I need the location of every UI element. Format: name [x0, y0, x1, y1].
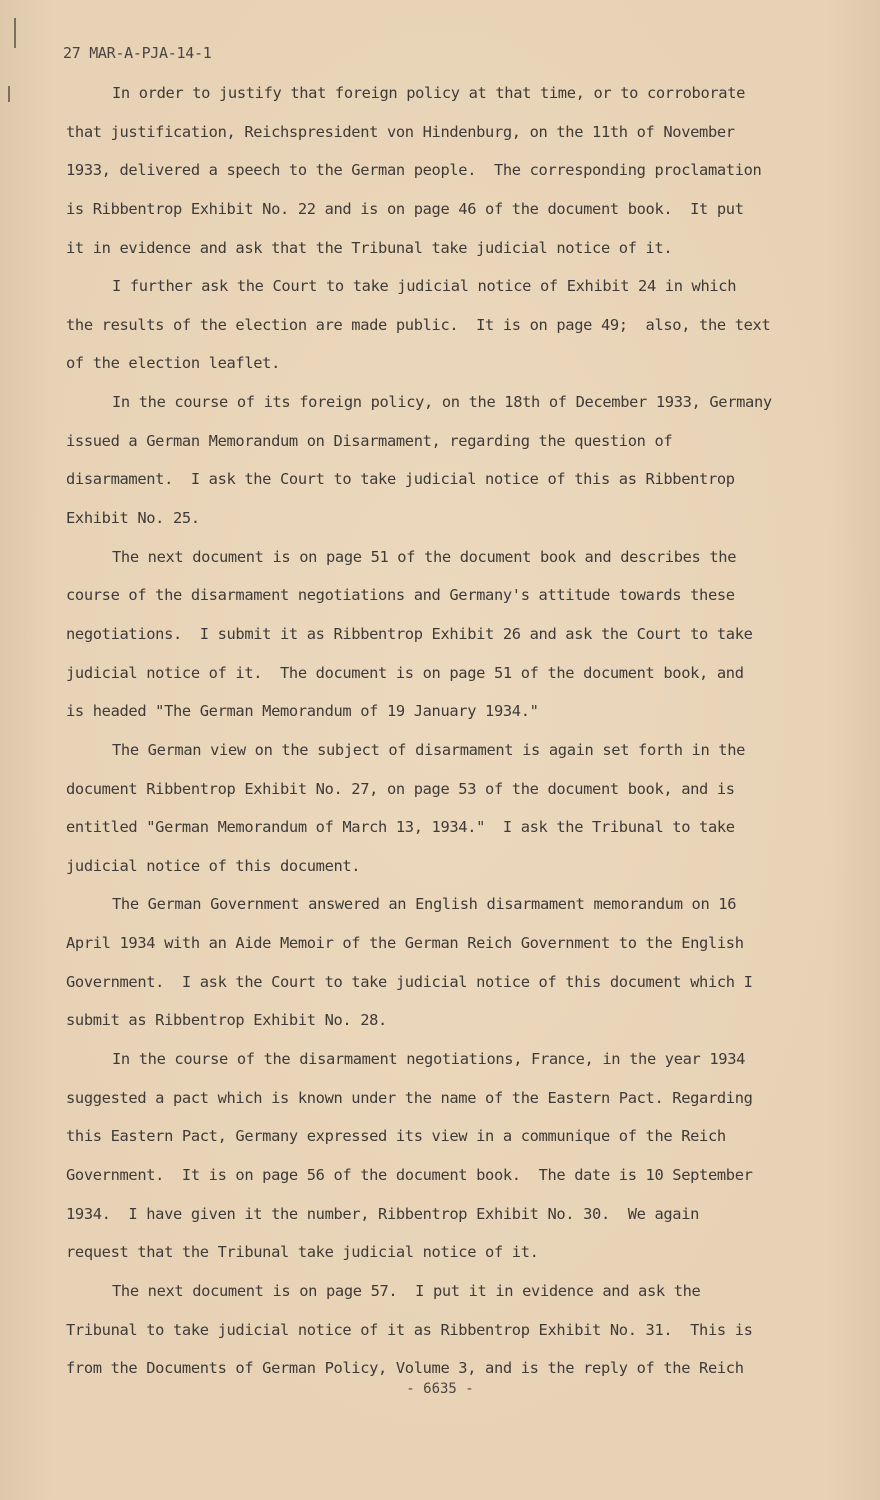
paragraph: [66, 885, 834, 1040]
text-line: Government. I ask the Court to take judicial notice of this document which I: [66, 972, 753, 991]
text-line: of the election leaflet.: [66, 354, 280, 373]
text-line: this Eastern Pact, Germany expressed its view in a communique of the Reich: [66, 1127, 726, 1146]
margin-mark-middle: [8, 86, 10, 102]
document-body: [66, 74, 834, 1388]
text-line: 1933, delivered a speech to the German people. The corresponding proclamation: [66, 161, 762, 180]
paragraph: [66, 267, 834, 383]
text-line: The next document is on page 51 of the document book and describes the: [112, 547, 737, 566]
text-line: The German Government answered an English disarmament memorandum on 16: [112, 895, 737, 914]
text-line: submit as Ribbentrop Exhibit No. 28.: [66, 1011, 387, 1030]
text-line: from the Documents of German Policy, Volume 3, and is the reply of the Reich: [66, 1359, 744, 1378]
text-line: In order to justify that foreign policy at that time, or to corroborate: [112, 84, 746, 102]
document-header-code: 27 MAR-A-PJA-14-1: [63, 44, 212, 62]
text-line: issued a German Memorandum on Disarmament, regarding the question of: [66, 431, 673, 450]
text-line: entitled "German Memorandum of March 13, 1934." I ask the Tribunal to take: [66, 818, 735, 837]
page-number: - 6635 -: [406, 1381, 474, 1397]
text-line: The German view on the subject of disarmament is again set forth in the: [112, 740, 746, 759]
text-line: suggested a pact which is known under the name of the Eastern Pact. Regarding: [66, 1088, 753, 1107]
text-line: negotiations. I submit it as Ribbentrop Exhibit 26 and ask the Court to take: [66, 624, 753, 643]
text-line: The next document is on page 57. I put it in evidence and ask the: [112, 1281, 701, 1300]
paragraph: [66, 74, 834, 267]
paragraph: [66, 1040, 834, 1272]
paragraph: [66, 538, 834, 731]
text-line: I further ask the Court to take judicial notice of Exhibit 24 in which: [112, 277, 737, 296]
text-line: it in evidence and ask that the Tribunal take judicial notice of it.: [66, 238, 673, 257]
text-line: Government. It is on page 56 of the document book. The date is 10 September: [66, 1165, 753, 1184]
text-line: Exhibit No. 25.: [66, 509, 200, 528]
text-line: the results of the election are made public. It is on page 49; also, the text: [66, 315, 771, 334]
text-line: judicial notice of this document.: [66, 856, 361, 875]
text-line: request that the Tribunal take judicial notice of it.: [66, 1243, 539, 1262]
text-line: April 1934 with an Aide Memoir of the German Reich Government to the English: [66, 934, 744, 953]
margin-mark-top: [14, 18, 16, 48]
text-line: In the course of the disarmament negotiations, France, in the year 1934: [112, 1050, 746, 1069]
text-line: course of the disarmament negotiations and Germany's attitude towards these: [66, 586, 735, 605]
text-line: disarmament. I ask the Court to take judicial notice of this as Ribbentrop: [66, 470, 735, 489]
paragraph: [66, 731, 834, 886]
text-line: is Ribbentrop Exhibit No. 22 and is on page 46 of the document book. It put: [66, 199, 744, 218]
text-line: 1934. I have given it the number, Ribbentrop Exhibit No. 30. We again: [66, 1204, 700, 1223]
paragraph: [66, 383, 834, 538]
text-line: is headed "The German Memorandum of 19 January 1934.": [66, 702, 539, 721]
text-line: Tribunal to take judicial notice of it as Ribbentrop Exhibit No. 31. This is: [66, 1320, 753, 1339]
text-line: that justification, Reichspresident von Hindenburg, on the 11th of November: [66, 122, 735, 141]
text-line: judicial notice of it. The document is on page 51 of the document book, and: [66, 663, 744, 682]
paragraph: [66, 1272, 834, 1388]
text-line: In the course of its foreign policy, on the 18th of December 1933, Germany: [112, 393, 772, 412]
text-line: document Ribbentrop Exhibit No. 27, on page 53 of the document book, and is: [66, 779, 735, 798]
